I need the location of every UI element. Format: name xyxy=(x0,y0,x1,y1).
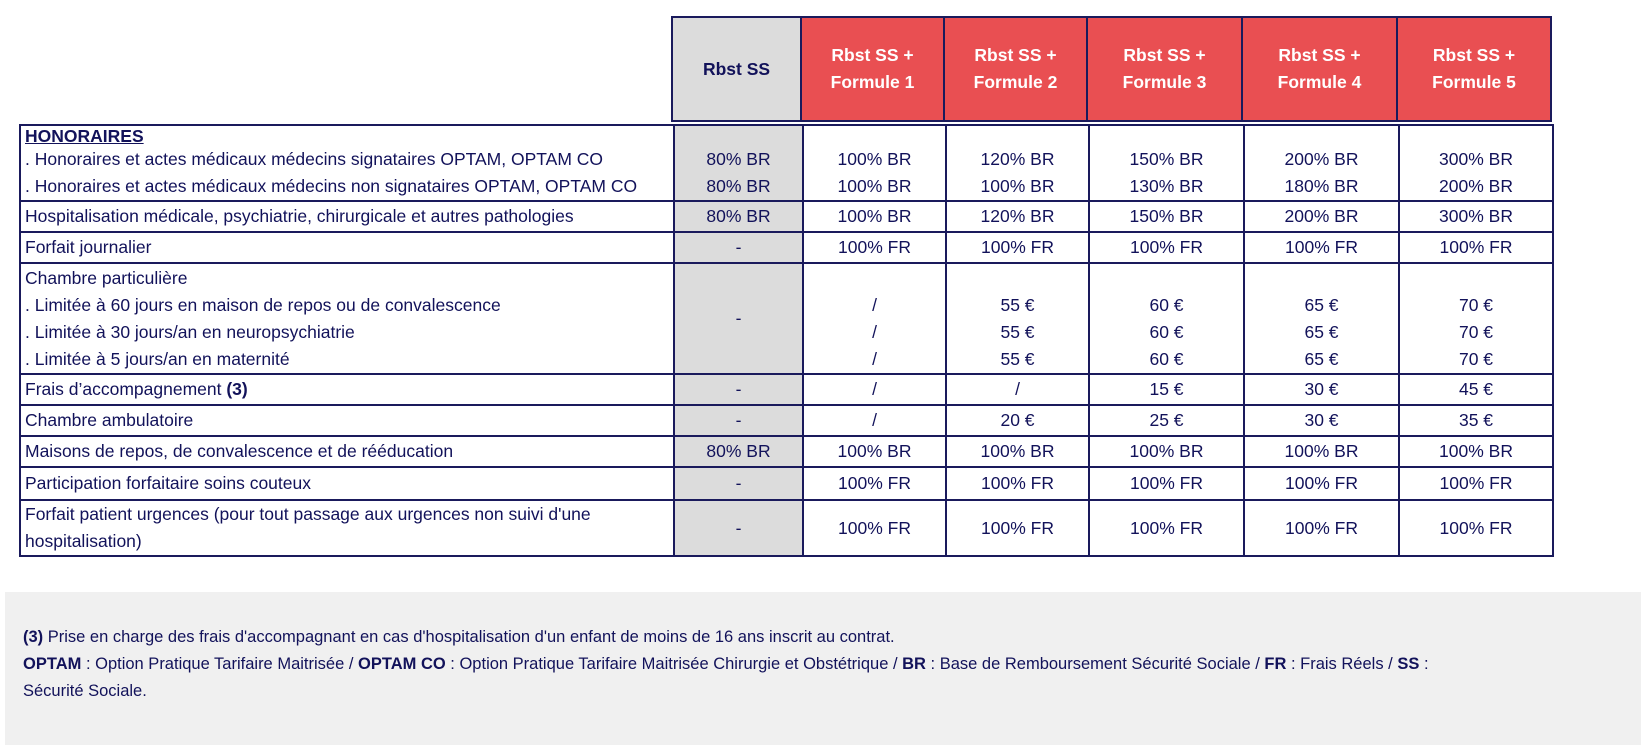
cell-value: 55 € xyxy=(1000,321,1035,342)
cell-formule-3: 15 € xyxy=(1089,374,1244,405)
cell-value: 55 € xyxy=(1000,348,1035,369)
row-label: Chambre ambulatoire xyxy=(20,405,674,436)
row-label xyxy=(20,263,674,374)
row-label: Forfait journalier xyxy=(20,232,674,263)
cell-formule-4 xyxy=(1244,263,1399,374)
footnote-3 xyxy=(23,624,1641,651)
row-label xyxy=(20,125,674,201)
cell-formule-4: 200% BR xyxy=(1244,201,1399,232)
table-row-forfait-journalier xyxy=(20,232,1553,263)
abbreviations-last-line: Sécurité Sociale. xyxy=(23,682,147,700)
header-line1: Rbst SS + xyxy=(1123,45,1206,65)
table-row-hospitalisation xyxy=(20,201,1553,232)
cell-value: 60 € xyxy=(1149,348,1184,369)
cell-formule-1 xyxy=(803,125,946,201)
cell-formule-2: 20 € xyxy=(946,405,1089,436)
cell-formule-3: 25 € xyxy=(1089,405,1244,436)
cell-formule-2: 100% FR xyxy=(946,232,1089,263)
header-line1: Rbst SS + xyxy=(831,45,914,65)
abbr-text: : Option Pratique Tarifaire Maitrisée Chirurgie et Obstétrique / xyxy=(445,655,903,673)
cell-formule-5: 45 € xyxy=(1399,374,1553,405)
header-line1: Rbst SS + xyxy=(974,45,1057,65)
cell-value: 150% BR xyxy=(1129,149,1204,169)
cell-value: 70 € xyxy=(1458,294,1494,315)
cell-formule-2 xyxy=(946,125,1089,201)
footnote-marker: (3) xyxy=(23,628,44,646)
header-formule-4 xyxy=(1241,16,1398,122)
cell-rbst-ss: 80% BR xyxy=(674,201,803,232)
header-formule-5 xyxy=(1396,16,1552,122)
cell-formule-3: 100% FR xyxy=(1089,232,1244,263)
cell-value: 60 € xyxy=(1149,321,1184,342)
cell-rbst-ss: - xyxy=(674,374,803,405)
cell-formule-1: 100% BR xyxy=(803,201,946,232)
cell-formule-1: / xyxy=(803,374,946,405)
cell-formule-1 xyxy=(803,263,946,374)
cell-formule-2: 100% FR xyxy=(946,500,1089,556)
cell-formule-4 xyxy=(1244,125,1399,201)
header-formule-1 xyxy=(800,16,945,122)
header-formule-3 xyxy=(1086,16,1243,122)
table-row-frais-accompagnement xyxy=(20,374,1553,405)
abbr-text: : Option Pratique Tarifaire Maitrisée / xyxy=(81,655,359,673)
row-label: Maisons de repos, de convalescence et de rééducation xyxy=(20,436,674,467)
cell-value: 120% BR xyxy=(980,149,1055,169)
header-line2: Formule 3 xyxy=(1122,72,1207,92)
cell-formule-1: 100% FR xyxy=(803,467,946,500)
cell-formule-3: 150% BR xyxy=(1089,201,1244,232)
abbr-key: FR xyxy=(1264,655,1287,673)
cell-formule-4: 100% FR xyxy=(1244,232,1399,263)
footnote-text: Prise en charge des frais d'accompagnant en cas d'hospitalisation d'un enfant de moins de 16 ans inscrit au contrat. xyxy=(43,628,895,646)
cell-value: 60 € xyxy=(1149,294,1184,315)
header-line1: Rbst SS + xyxy=(1278,45,1361,65)
abbr-key: OPTAM xyxy=(23,655,82,673)
abbr-key: BR xyxy=(902,655,926,673)
header-line2: Formule 4 xyxy=(1277,72,1362,92)
header-rbst-ss xyxy=(671,16,802,122)
cell-value: 100% BR xyxy=(837,149,912,169)
abbreviations-legend xyxy=(23,651,1641,678)
cell-formule-1: / xyxy=(803,405,946,436)
cell-value: 130% BR xyxy=(1129,176,1204,196)
cell-value: / xyxy=(872,348,877,369)
row-label-text: Frais d’accompagnement xyxy=(25,379,227,399)
row-sublabel: . Honoraires et actes médicaux médecins non signataires OPTAM, OPTAM CO xyxy=(25,176,638,196)
cell-formule-5 xyxy=(1399,125,1553,201)
cell-value: 200% BR xyxy=(1284,149,1359,169)
abbr-key: OPTAM CO xyxy=(358,655,446,673)
cell-value: / xyxy=(872,321,877,342)
cell-formule-2: 100% FR xyxy=(946,467,1089,500)
abbr-text: : Base de Remboursement Sécurité Sociale / xyxy=(925,655,1265,673)
row-label-line: Forfait patient urgences (pour tout passage aux urgences non suivi d'une xyxy=(25,504,591,524)
cell-value: 100% BR xyxy=(837,176,912,196)
cell-value: 80% BR xyxy=(706,176,771,196)
cell-formule-4: 100% FR xyxy=(1244,500,1399,556)
coverage-table xyxy=(19,124,1554,557)
row-sublabel: . Limitée à 60 jours en maison de repos ou de convalescence xyxy=(25,294,501,315)
row-title: Chambre particulière xyxy=(25,267,188,288)
cell-formule-3: 100% FR xyxy=(1089,500,1244,556)
cell-formule-5: 100% BR xyxy=(1399,436,1553,467)
row-sublabel: . Honoraires et actes médicaux médecins signataires OPTAM, OPTAM CO xyxy=(25,149,604,169)
cell-formule-2 xyxy=(946,263,1089,374)
cell-value: 65 € xyxy=(1304,294,1339,315)
row-label xyxy=(20,500,674,556)
cell-value: 100% BR xyxy=(980,176,1055,196)
row-label: Participation forfaitaire soins couteux xyxy=(20,467,674,500)
cell-value: 55 € xyxy=(1000,294,1035,315)
cell-formule-2: 100% BR xyxy=(946,436,1089,467)
cell-formule-2: / xyxy=(946,374,1089,405)
cell-formule-5: 100% FR xyxy=(1399,232,1553,263)
header-line1: Rbst SS + xyxy=(1432,45,1516,65)
row-label-line: hospitalisation) xyxy=(25,531,142,551)
cell-value: 65 € xyxy=(1304,321,1339,342)
cell-rbst-ss: - xyxy=(674,405,803,436)
cell-value: 300% BR xyxy=(1439,149,1513,169)
cell-formule-3: 100% BR xyxy=(1089,436,1244,467)
table-row-chambre-ambulatoire xyxy=(20,405,1553,436)
cell-rbst-ss: 80% BR xyxy=(674,436,803,467)
header-line2: Formule 5 xyxy=(1432,72,1516,92)
abbr-text: : xyxy=(1419,655,1429,673)
cell-formule-5: 100% FR xyxy=(1399,500,1553,556)
cell-formule-3 xyxy=(1089,263,1244,374)
cell-value: 80% BR xyxy=(706,149,771,169)
header-formule-2 xyxy=(943,16,1088,122)
cell-value: 70 € xyxy=(1458,321,1494,342)
cell-formule-5: 100% FR xyxy=(1399,467,1553,500)
cell-value: / xyxy=(872,294,877,315)
row-label xyxy=(20,374,674,405)
cell-value: 180% BR xyxy=(1284,176,1359,196)
cell-formule-1: 100% FR xyxy=(803,232,946,263)
cell-formule-5 xyxy=(1399,263,1553,374)
cell-formule-4: 30 € xyxy=(1244,405,1399,436)
table-row-participation-forfaitaire xyxy=(20,467,1553,500)
cell-formule-3: 100% FR xyxy=(1089,467,1244,500)
cell-formule-1: 100% BR xyxy=(803,436,946,467)
cell-rbst-ss: - xyxy=(674,232,803,263)
cell-rbst-ss xyxy=(674,125,803,201)
section-title: HONORAIRES xyxy=(25,126,144,146)
footnote-marker: (3) xyxy=(226,379,248,399)
cell-value: 65 € xyxy=(1304,348,1339,369)
cell-formule-4: 100% BR xyxy=(1244,436,1399,467)
header-rbst-ss-label: Rbst SS xyxy=(702,59,771,79)
table-row-forfait-urgences xyxy=(20,500,1553,556)
table-row-chambre-particuliere xyxy=(20,263,1553,374)
cell-formule-4: 30 € xyxy=(1244,374,1399,405)
cell-formule-1: 100% FR xyxy=(803,500,946,556)
abbr-key: SS xyxy=(1397,655,1420,673)
row-sublabel: . Limitée à 30 jours/an en neuropsychiatrie xyxy=(25,321,355,342)
cell-formule-4: 100% FR xyxy=(1244,467,1399,500)
header-line2: Formule 1 xyxy=(830,72,915,92)
cell-rbst-ss: - xyxy=(674,263,803,374)
cell-formule-2: 120% BR xyxy=(946,201,1089,232)
header-line2: Formule 2 xyxy=(973,72,1058,92)
cell-value: 200% BR xyxy=(1439,176,1513,196)
abbr-text: : Frais Réels / xyxy=(1286,655,1398,673)
cell-formule-3 xyxy=(1089,125,1244,201)
table-row-maisons-repos xyxy=(20,436,1553,467)
cell-rbst-ss: - xyxy=(674,467,803,500)
row-label: Hospitalisation médicale, psychiatrie, chirurgicale et autres pathologies xyxy=(20,201,674,232)
cell-rbst-ss: - xyxy=(674,500,803,556)
cell-value: 70 € xyxy=(1458,348,1494,369)
cell-formule-5: 300% BR xyxy=(1399,201,1553,232)
footnote-panel xyxy=(5,592,1641,745)
cell-formule-5: 35 € xyxy=(1399,405,1553,436)
table-row-honoraires xyxy=(20,125,1553,201)
row-sublabel: . Limitée à 5 jours/an en maternité xyxy=(25,348,290,369)
